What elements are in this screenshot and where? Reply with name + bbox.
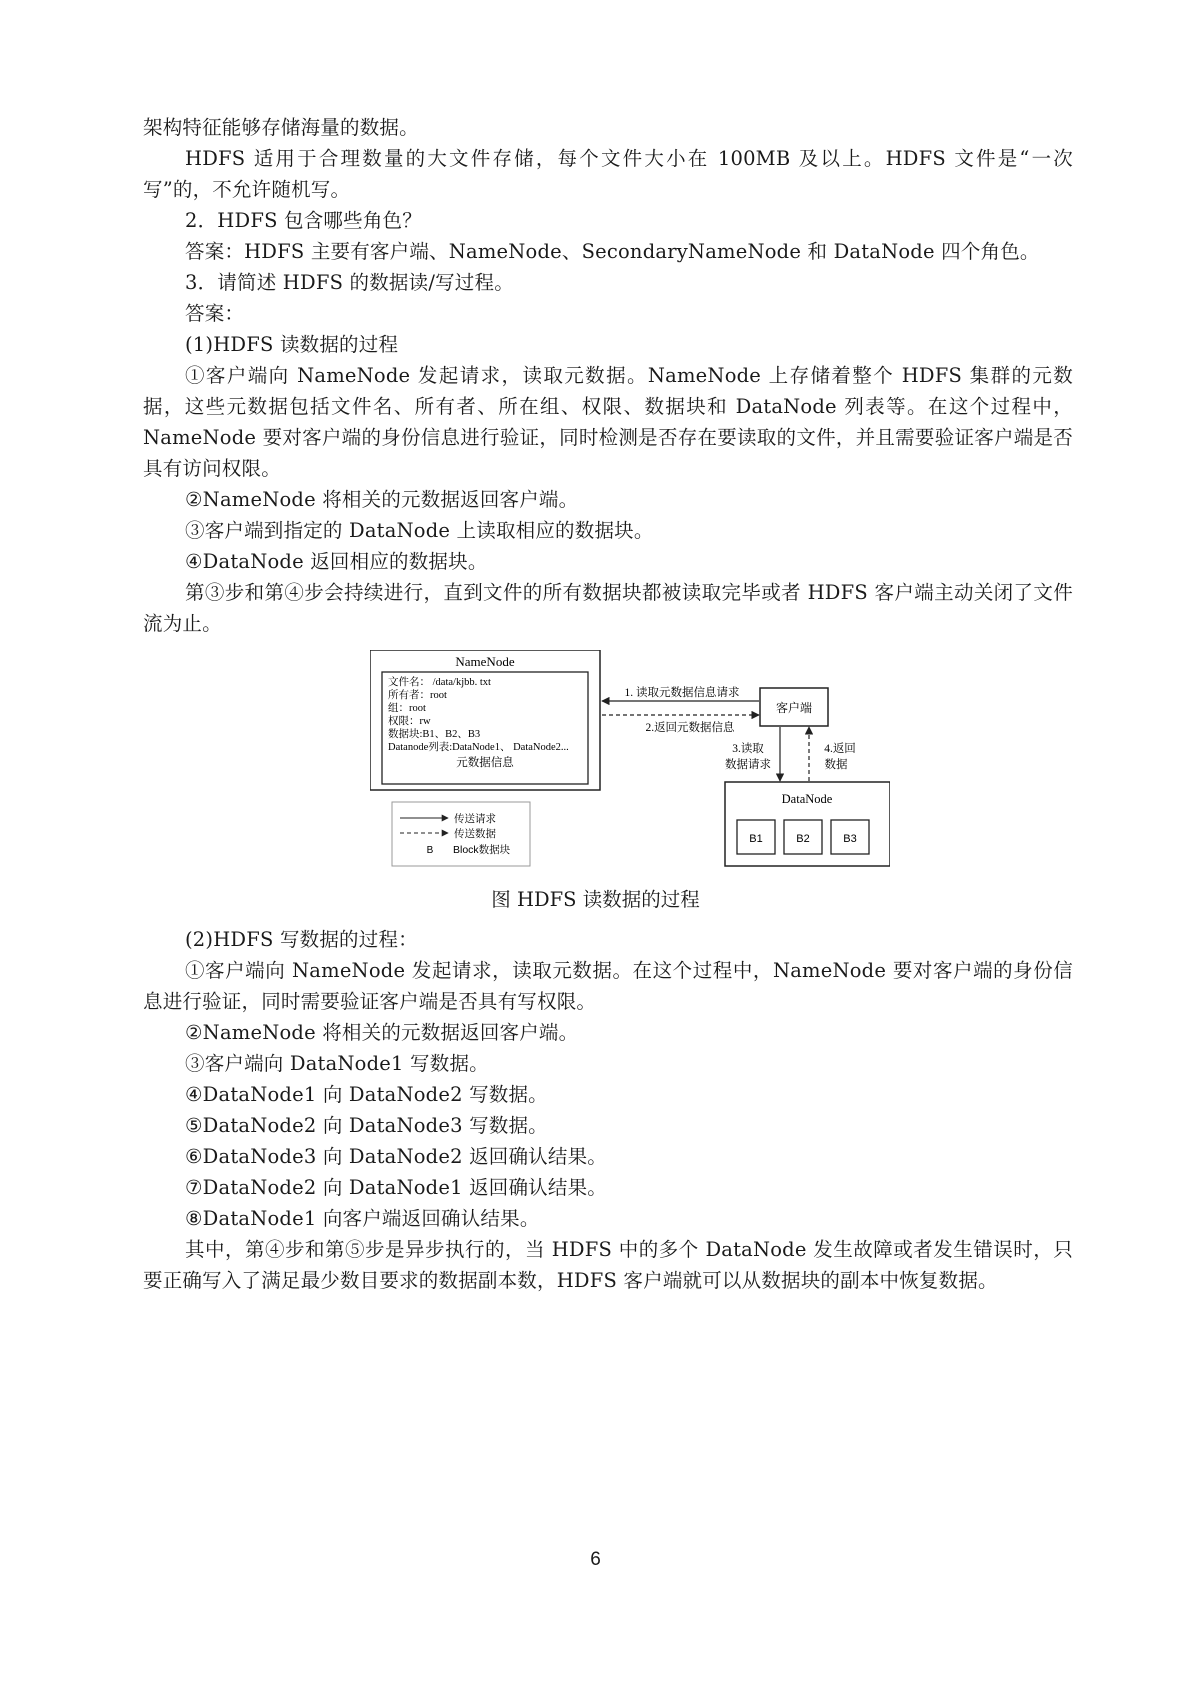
meta-line: 权限：rw <box>388 716 431 727</box>
block-label: B3 <box>843 833 857 845</box>
legend-block: Block数据块 <box>453 844 511 856</box>
question-heading: 2．HDFS 包含哪些角色？ <box>185 209 422 232</box>
step-paragraph: ②NameNode 将相关的元数据返回客户端。 <box>185 488 579 511</box>
step-paragraph: ②NameNode 将相关的元数据返回客户端。 <box>185 1021 579 1044</box>
answer-paragraph: 答案：HDFS 主要有客户端、NameNode、SecondaryNameNode 和 DataNode 四个角色。 <box>185 240 1040 263</box>
datanode-title: DataNode <box>781 792 833 806</box>
block-label: B2 <box>796 833 810 845</box>
step-paragraph: ③客户端到指定的 DataNode 上读取相应的数据块。 <box>185 519 654 542</box>
legend-b: B <box>426 845 434 856</box>
text-block-bottom <box>143 924 1073 1296</box>
metadata-caption: 元数据信息 <box>456 757 514 769</box>
answer-label: 答案： <box>185 302 245 325</box>
legend-request: 传送请求 <box>454 813 496 825</box>
step-paragraph: ⑧DataNode1 向客户端返回确认结果。 <box>185 1207 540 1230</box>
question-heading: 3．请简述 HDFS 的数据读/写过程。 <box>185 271 514 294</box>
arrow4-label: 数据 <box>824 759 848 771</box>
legend-data: 传送数据 <box>454 828 496 840</box>
meta-line: 文件名： /data/kjbb. txt <box>388 677 491 688</box>
step-paragraph: ⑤DataNode2 向 DataNode3 写数据。 <box>185 1114 548 1137</box>
namenode-title: NameNode <box>455 654 515 669</box>
arrow1-label: 1. 读取元数据信息请求 <box>624 687 740 699</box>
step-paragraph: ⑥DataNode3 向 DataNode2 返回确认结果。 <box>185 1145 607 1168</box>
paragraph: HDFS 适用于合理数量的大文件存储，每个文件大小在 100MB 及以上。HDFS 文件是“一次写”的，不允许随机写。 <box>143 147 1073 201</box>
meta-line: 数据块:B1、B2、B3 <box>388 729 481 740</box>
step-paragraph: ④DataNode1 向 DataNode2 写数据。 <box>185 1083 548 1106</box>
arrow3-label: 数据请求 <box>725 759 771 771</box>
text-block-top <box>143 112 1073 639</box>
meta-line: 组：root <box>388 703 426 714</box>
figure-caption: 图 HDFS 读数据的过程 <box>491 888 700 911</box>
step-paragraph: ③客户端向 DataNode1 写数据。 <box>185 1052 489 1075</box>
arrow3-label: 3.读取 <box>732 743 764 755</box>
step-paragraph: ①客户端向 NameNode 发起请求，读取元数据。NameNode 上存储着整个 HDFS 集群的元数据，这些元数据包括文件名、所有者、所在组、权限、数据块和 DataNode 列表等。在这个过程中，NameNode 要对客户端的身份信息进行验证，同时检测是否存在要读取的文件，并且需要验证客户端是否具有访问权限。 <box>143 364 1073 480</box>
step-paragraph: ④DataNode 返回相应的数据块。 <box>185 550 488 573</box>
paragraph: 其中，第④步和第⑤步是异步执行的，当 HDFS 中的多个 DataNode 发生故障或者发生错误时，只要正确写入了满足最少数目要求的数据副本数，HDFS 客户端就可以从数据块的副本中恢复数据。 <box>143 1238 1073 1292</box>
step-paragraph: ①客户端向 NameNode 发起请求，读取元数据。在这个过程中，NameNode 要对客户端的身份信息进行验证，同时需要验证客户端是否具有写权限。 <box>143 959 1073 1013</box>
page-number: 6 <box>590 1549 601 1570</box>
hdfs-read-diagram <box>370 650 890 874</box>
meta-line: 所有者：root <box>388 690 447 701</box>
section-heading: (2)HDFS 写数据的过程： <box>185 928 418 951</box>
diagram-svg <box>370 650 890 874</box>
arrow2-label: 2.返回元数据信息 <box>645 722 735 734</box>
arrow4-label: 4.返回 <box>824 743 856 755</box>
section-heading: (1)HDFS 读数据的过程 <box>185 333 399 356</box>
meta-line: Datanode列表:DataNode1、 DataNode2... <box>388 742 569 753</box>
block-label: B1 <box>749 833 763 845</box>
paragraph: 架构特征能够存储海量的数据。 <box>143 116 419 139</box>
paragraph: 第③步和第④步会持续进行，直到文件的所有数据块都被读取完毕或者 HDFS 客户端主动关闭了文件流为止。 <box>143 581 1073 635</box>
step-paragraph: ⑦DataNode2 向 DataNode1 返回确认结果。 <box>185 1176 607 1199</box>
client-label: 客户端 <box>775 701 813 715</box>
